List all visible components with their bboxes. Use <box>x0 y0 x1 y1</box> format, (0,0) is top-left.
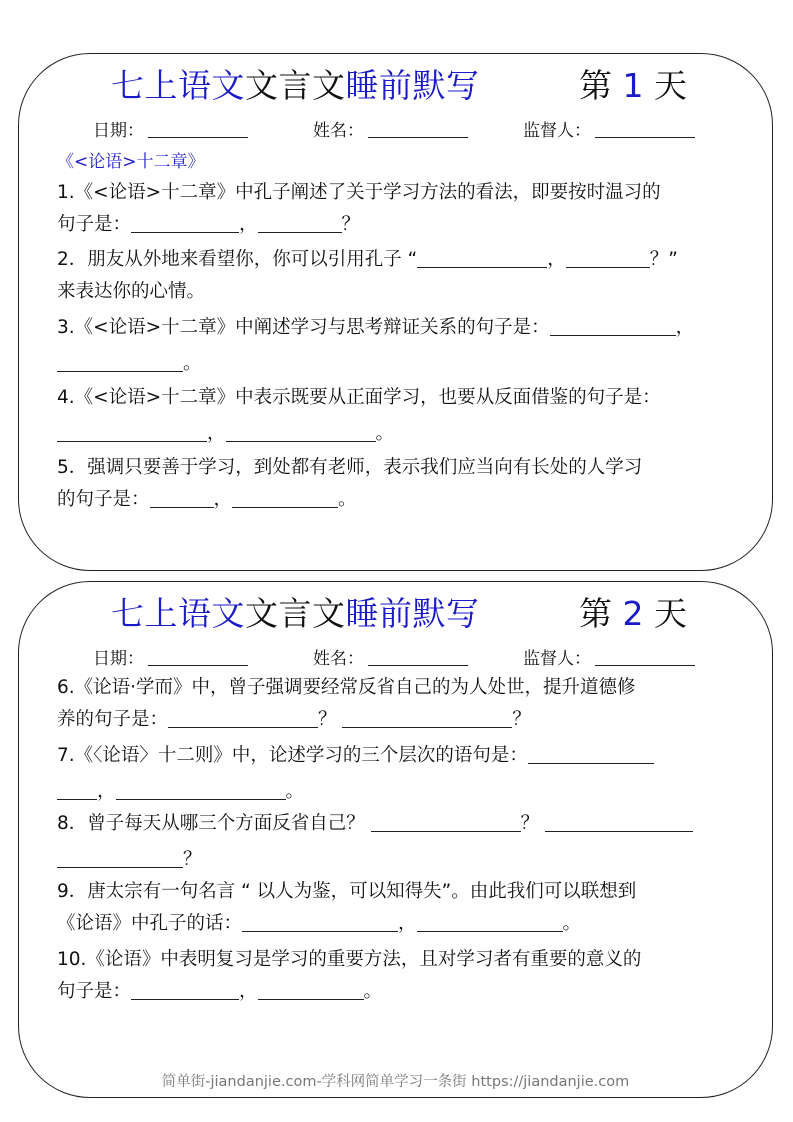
answer-blank[interactable] <box>131 981 239 1000</box>
question-3: 3.《<论语>十二章》中阐述学习与思考辩证关系的句子是： ， 。 <box>57 317 695 374</box>
day-2-card <box>18 581 773 1098</box>
answer-blank[interactable] <box>232 489 338 508</box>
supervisor-blank[interactable] <box>595 120 695 138</box>
day-label: 第 2 天 <box>579 594 687 633</box>
answer-blank[interactable] <box>168 709 318 728</box>
question-8: 8．曾子每天从哪三个方面反省自己？ ？ ？ <box>57 808 742 876</box>
footer-watermark: 简单街-jiandanjie.com-学科网简单学习一条街 https://jiandanjie.com <box>161 1074 630 1090</box>
answer-blank[interactable] <box>417 913 563 932</box>
date-field[interactable]: 日期： <box>93 644 248 669</box>
answer-blank[interactable] <box>242 913 398 932</box>
answer-blank[interactable] <box>57 353 183 372</box>
question-1: 1.《<论语>十二章》中孔子阐述了关于学习方法的看法，即要按时温习的 句子是： ， ？ <box>57 182 661 235</box>
question-4: 4.《<论语>十二章》中表示既要从正面学习，也要从反面借鉴的句子是： ， 。 <box>57 387 661 444</box>
answer-blank[interactable] <box>417 249 547 268</box>
question-10: 10.《论语》中表明复习是学习的重要方法，且对学习者有重要的意义的 句子是： ， 。 <box>57 949 642 1002</box>
answer-blank[interactable] <box>57 423 207 442</box>
supervisor-field[interactable]: 监督人： <box>523 116 695 141</box>
meta-row <box>19 644 772 670</box>
answer-blank[interactable] <box>550 317 676 336</box>
date-blank[interactable] <box>148 648 248 666</box>
section-title: 《<论语>十二章》 <box>57 152 205 172</box>
answer-blank[interactable] <box>131 214 239 233</box>
supervisor-blank[interactable] <box>595 648 695 666</box>
question-6: 6.《论语·学而》中，曾子强调要经常反省自己的为人处世，提升道德修 养的句子是： ？ ？ <box>57 677 636 730</box>
supervisor-field[interactable]: 监督人： <box>523 644 695 669</box>
card-header <box>19 60 772 108</box>
worksheet-title: 七上语文文言文睡前默写 <box>111 594 480 633</box>
meta-row <box>19 116 772 142</box>
question-9: 9．唐太宗有一句名言 “ 以人为鉴，可以知得失”。由此我们可以联想到 《论语》中孔子的话： ， 。 <box>57 881 637 934</box>
answer-blank[interactable] <box>545 813 693 832</box>
answer-blank[interactable] <box>116 781 286 800</box>
name-blank[interactable] <box>368 120 468 138</box>
answer-blank[interactable] <box>342 709 512 728</box>
question-2: 2．朋友从外地来看望你，你可以引用孔子 “ ， ？” 来表达你的心情。 <box>57 249 678 302</box>
worksheet-title: 七上语文文言文睡前默写 <box>111 66 480 105</box>
answer-blank[interactable] <box>528 745 654 764</box>
answer-blank[interactable] <box>226 423 376 442</box>
day-label: 第 1 天 <box>579 66 687 105</box>
answer-blank[interactable] <box>258 214 342 233</box>
answer-blank[interactable] <box>57 849 183 868</box>
answer-blank[interactable] <box>150 489 214 508</box>
answer-blank[interactable] <box>566 249 650 268</box>
name-field[interactable]: 姓名： <box>313 116 468 141</box>
question-7: 7.《〈论语〉十二则》中，论述学习的三个层次的语句是： ， 。 <box>57 740 742 808</box>
card-header <box>19 588 772 636</box>
name-field[interactable]: 姓名： <box>313 644 468 669</box>
day-1-card <box>18 53 773 571</box>
question-5: 5．强调只要善于学习，到处都有老师，表示我们应当向有长处的人学习 的句子是： ， 。 <box>57 457 643 510</box>
date-blank[interactable] <box>148 120 248 138</box>
answer-blank[interactable] <box>57 781 97 800</box>
date-field[interactable]: 日期： <box>93 116 248 141</box>
answer-blank[interactable] <box>371 813 521 832</box>
name-blank[interactable] <box>368 648 468 666</box>
answer-blank[interactable] <box>258 981 364 1000</box>
